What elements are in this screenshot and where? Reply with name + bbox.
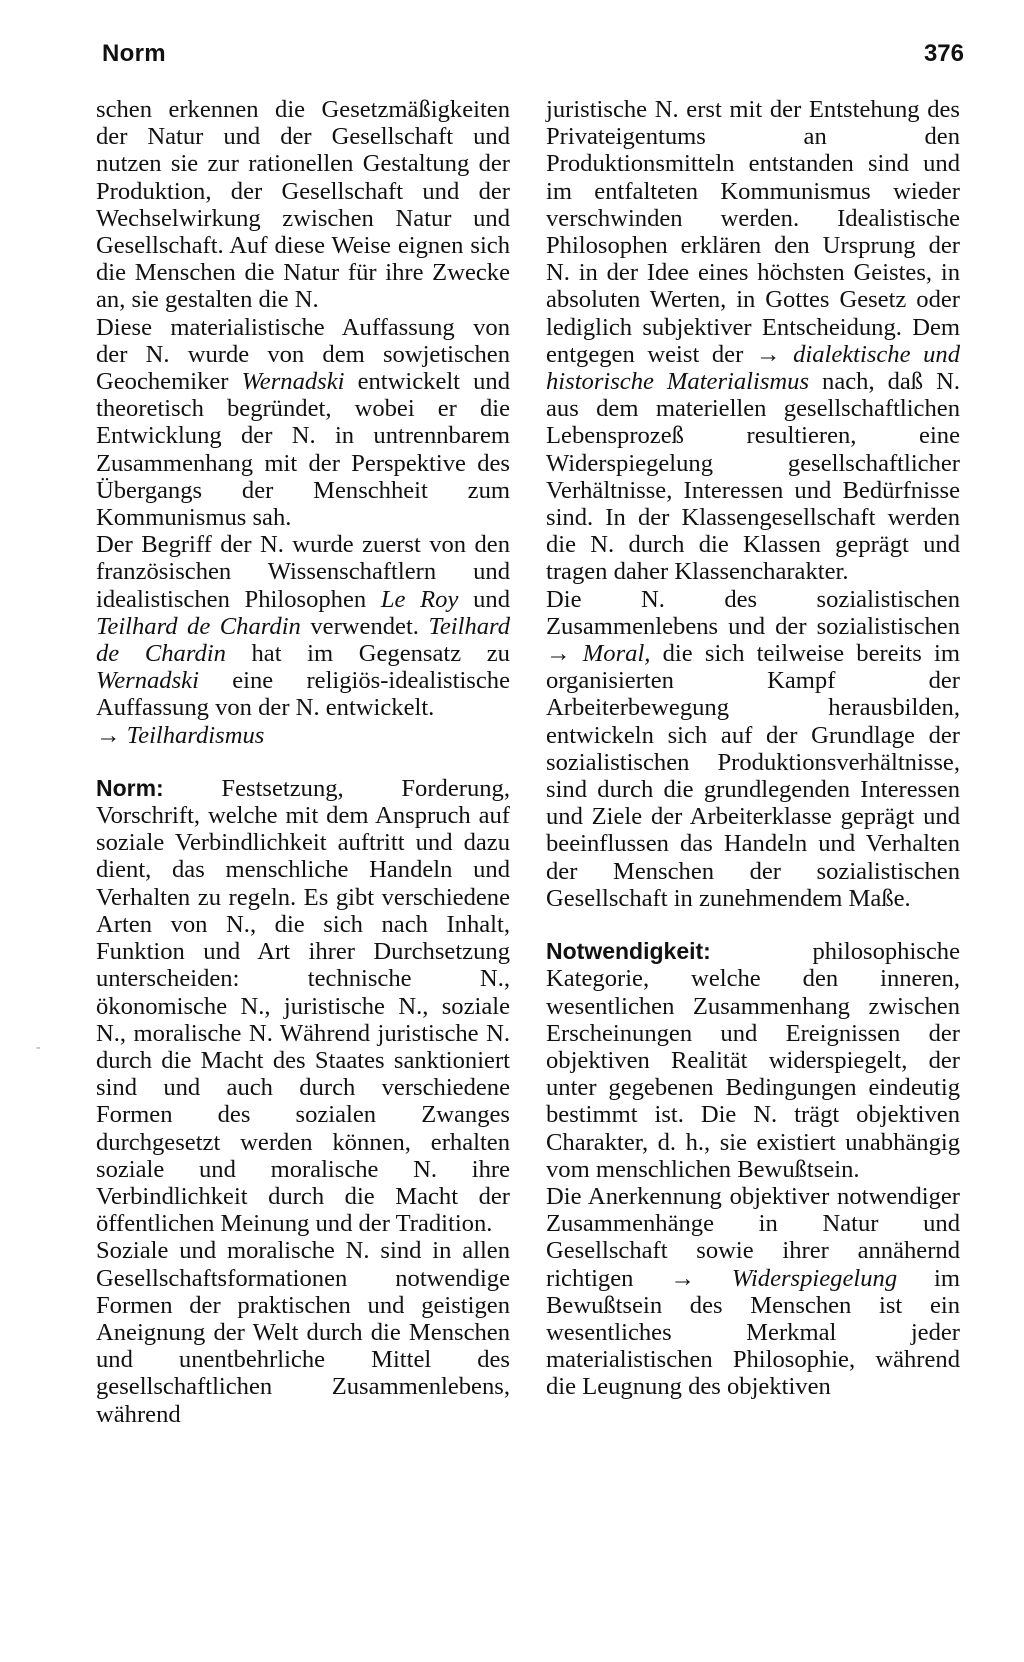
text-run: entwickelt und theoretisch begründet, wobei er die Entwicklung der N. in untrennbarem Zusammenhang mit der Perspektive des Übergangs der Menschheit zum Kommunismus sah. [96,368,510,532]
cross-reference-arrow: → [546,640,571,668]
text-run: Festsetzung, Forderung, Vorschrift, welche mit dem Anspruch auf soziale Verbindlichkeit auftritt und dazu dient, das menschliche Handeln und Verhalten zu regeln. Es gibt verschiedene Arten von N., die sich nach Inhalt, Funktion und Art ihrer Durchsetzung unterscheiden: technische N., ökonomische N., juristische N., soziale N., moralische N. Während juristische N. durch die Macht des Staates sanktioniert sind und auch durch verschiedene Formen des sozialen Zwanges durchgesetzt werden können, erhalten soziale und moralische N. ihre Verbindlichkeit durch die Macht der öffentlichen Meinung und der Tradition. [96,774,510,1238]
text-run: hat im Gegensatz zu [225,640,510,668]
text-run: juristische N. erst mit der Entstehung des Privateigentums an den Produktionsmitteln entstanden sind und im entfalteten Kommunismus wieder verschwinden werden. Idealistische Philosophen erklären den Ursprung der N. in der Idee eines höchsten Geistes, in absoluten Werten, in Gottes Gesetz oder lediglich subjektiver Entscheidung. Dem entgegen weist der [546,96,960,368]
cross-reference-link[interactable]: Teilhardismus [126,721,265,749]
text-run: philosophische Kategorie, welche den inneren, wesentlichen Zusammenhang zwischen Erscheinungen und Ereignissen der objektiven Realität widerspiegelt, der unter gegebenen Bedingungen eindeutig bestimmt ist. Die N. trägt objektiven Charakter, d. h., sie existiert unabhängig vom menschlichen Bewußtsein. [546,938,960,1183]
left-column [96,96,510,1428]
text-run: und [458,585,510,613]
headword: Notwendigkeit: [546,938,711,965]
running-head: Norm [102,40,166,67]
text-run: Die Anerkennung objektiver notwendiger Zusammenhänge in Natur und Gesellschaft sowie ihrer annähernd richtigen [546,1182,960,1292]
paragraph [96,531,510,749]
text-run: Diese materialistische Auffassung von der N. wurde von dem sowjetischen Geochemiker [96,313,510,396]
entry-separator [96,749,510,775]
text-run: verwendet. [300,612,429,640]
text-run: die sich teilweise bereits im organisierten Kampf der Arbeiterbewegung herausbilden, entwickeln sich auf der Grundlage der sozialistischen Produktionsverhältnisse, sind durch die grundlegenden Interessen und Ziele der Arbeiterklasse geprägt und beeinflussen das Handeln und Verhalten der Menschen der sozialistischen Gesellschaft in zunehmendem Maße. [546,640,960,912]
paragraph: Soziale und moralische N. sind in allen Gesellschaftsformationen notwendige Formen der praktischen und geistigen Aneignung der Welt durch die Menschen und unentbehrliche Mittel des gesellschaftlichen Zusammenlebens, während [96,1237,510,1428]
person-name: Teilhard de Chardin [96,612,301,640]
paragraph [546,1183,960,1401]
paragraph: schen erkennen die Gesetzmäßigkeiten der Natur und der Gesellschaft und nutzen sie zur rationellen Gestaltung der Produktion, der Gesellschaft und der Wechselwirkung zwischen Natur und Gesellschaft. Auf diese Weise eignen sich die Menschen die Natur für ihre Zwecke an, sie gestalten die N. [96,96,510,314]
text-run: Die N. des sozialistischen Zusammenlebens und der sozialistischen [546,585,960,640]
cross-reference-arrow: → [755,340,781,368]
cross-reference-link[interactable]: dialektische und historische Materialismus [546,340,961,396]
cross-reference-link[interactable]: Widerspiegelung [731,1264,898,1292]
paragraph [96,314,510,532]
page-header [102,40,964,76]
person-name: Teilhard de Chardin [96,612,510,668]
text-run: im Bewußtsein des Menschen ist ein wesentliches Merkmal jeder materialistischen Philosophie, während die Leugnung des objektiven [546,1264,960,1401]
dictionary-entry-norm [96,775,510,1237]
dictionary-entry-notwendigkeit [546,938,960,1183]
text-run: Der Begriff der N. wurde zuerst von den französischen Wissenschaftlern und idealistischen Philosophen [96,531,510,613]
cross-reference-link[interactable]: Moral, [582,640,651,668]
person-name: Wernadski [241,368,345,396]
cross-reference-arrow: → [96,721,121,749]
headword: Norm: [96,774,164,801]
entry-separator [546,912,960,938]
margin-tick: ‐ [36,1040,41,1055]
text-run: nach, daß N. aus dem materiellen gesellschaftlichen Lebensprozeß resultieren, eine Widerspiegelung gesellschaftlicher Verhältnisse, Interessen und Bedürfnisse sind. In der Klassengesellschaft werden die N. durch die Klassen geprägt und tragen daher Klassencharakter. [546,368,960,586]
right-column [546,96,960,1401]
page-number: 376 [923,40,964,67]
text-run: eine religiös-idealistische Auffassung von der N. entwickelt. [96,667,510,722]
paragraph [546,96,960,586]
person-name: Wernadski [96,667,199,695]
person-name: Le Roy [380,585,459,613]
cross-reference-arrow: → [670,1264,695,1292]
paragraph [546,586,960,912]
